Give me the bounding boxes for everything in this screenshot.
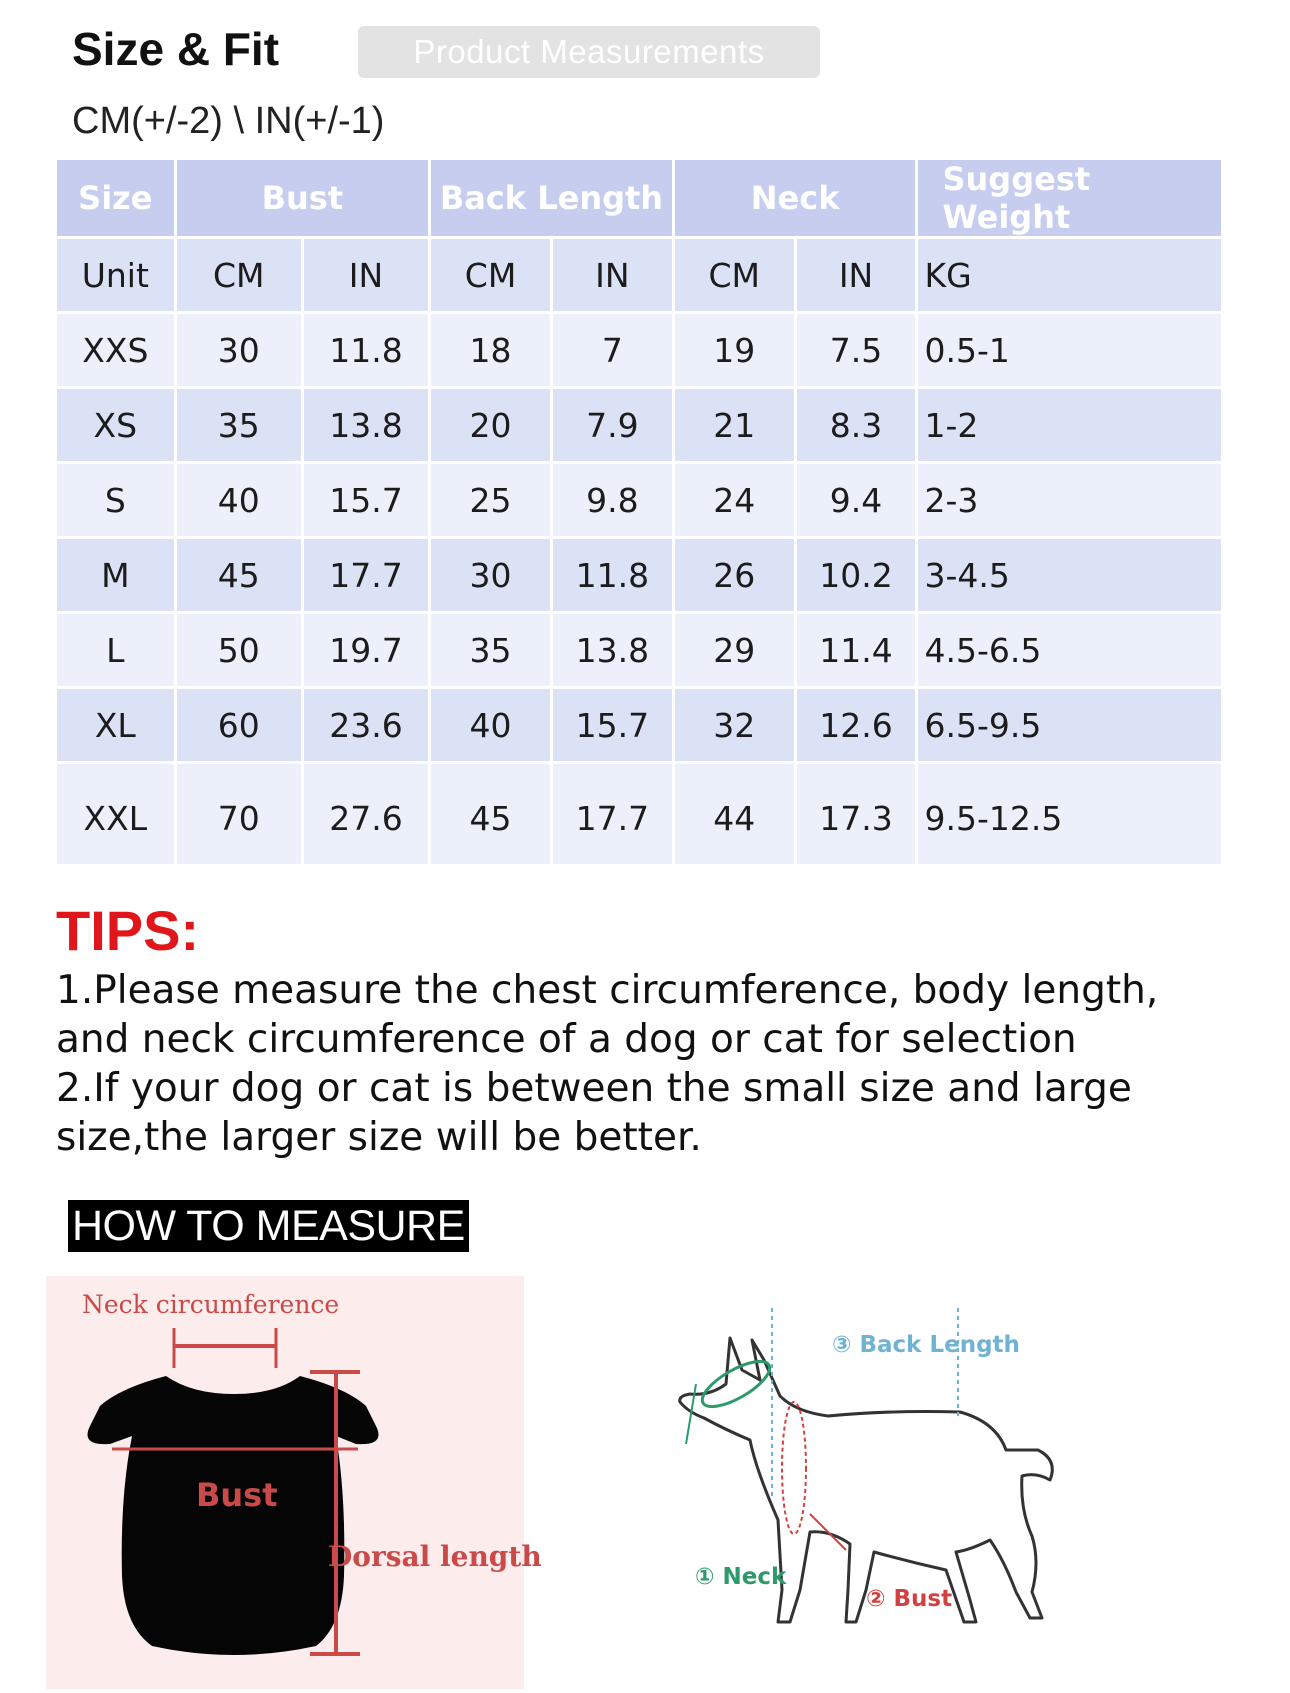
table-cell: 13.8 — [304, 389, 428, 461]
table-cell: 45 — [431, 764, 550, 864]
table-cell: 40 — [431, 689, 550, 761]
table-cell: 40 — [177, 464, 301, 536]
table-cell: 30 — [431, 539, 550, 611]
table-row — [57, 464, 1221, 536]
unit-cell: IN — [797, 239, 916, 311]
weight-cell: 0.5-1 — [918, 314, 1221, 386]
weight-cell: 3-4.5 — [918, 539, 1221, 611]
tips-title: TIPS: — [56, 899, 200, 962]
weight-cell: 2-3 — [918, 464, 1221, 536]
table-cell: 23.6 — [304, 689, 428, 761]
table-cell: 9.4 — [797, 464, 916, 536]
table-cell: 7.9 — [553, 389, 672, 461]
neck-loop — [696, 1353, 776, 1415]
weight-cell: 6.5-9.5 — [918, 689, 1221, 761]
table-cell: 12.6 — [797, 689, 916, 761]
back-length-label: ③ Back Length — [832, 1332, 1020, 1358]
table-row — [57, 764, 1221, 864]
table-row — [57, 689, 1221, 761]
size-cell: XS — [57, 389, 174, 461]
dog-neck-label: ① Neck — [695, 1564, 787, 1590]
header-bust: Bust — [177, 160, 428, 236]
table-cell: 35 — [177, 389, 301, 461]
table-cell: 19 — [675, 314, 794, 386]
table-cell: 17.7 — [304, 539, 428, 611]
table-cell: 44 — [675, 764, 794, 864]
table-cell: 19.7 — [304, 614, 428, 686]
table-cell: 11.8 — [553, 539, 672, 611]
table-cell: 11.8 — [304, 314, 428, 386]
table-cell: 8.3 — [797, 389, 916, 461]
table-cell: 50 — [177, 614, 301, 686]
unit-cell: CM — [675, 239, 794, 311]
table-cell: 24 — [675, 464, 794, 536]
table-cell: 29 — [675, 614, 794, 686]
table-cell: 17.3 — [797, 764, 916, 864]
product-measurements-badge: Product Measurements — [358, 26, 820, 78]
table-cell: 70 — [177, 764, 301, 864]
size-cell: L — [57, 614, 174, 686]
table-row — [57, 389, 1221, 461]
table-cell: 35 — [431, 614, 550, 686]
table-cell: 20 — [431, 389, 550, 461]
how-to-measure-banner: HOW TO MEASURE — [68, 1200, 469, 1252]
table-cell: 15.7 — [304, 464, 428, 536]
size-table — [54, 157, 1224, 867]
weight-cell: 1-2 — [918, 389, 1221, 461]
table-cell: 60 — [177, 689, 301, 761]
unit-cell: CM — [431, 239, 550, 311]
table-cell: 18 — [431, 314, 550, 386]
header-size: Size — [57, 160, 174, 236]
table-cell: 10.2 — [797, 539, 916, 611]
unit-cell: KG — [918, 239, 1221, 311]
page-title: Size & Fit — [72, 23, 280, 75]
size-cell: XXS — [57, 314, 174, 386]
table-cell: 26 — [675, 539, 794, 611]
neck-circumference-label: Neck circumference — [82, 1290, 340, 1319]
units-note: CM(+/-2) \ IN(+/-1) — [72, 100, 385, 142]
weight-cell: 9.5-12.5 — [918, 764, 1221, 864]
table-cell: 13.8 — [553, 614, 672, 686]
header-suggest-weight: Suggest Weight — [918, 160, 1221, 236]
size-cell: S — [57, 464, 174, 536]
table-cell: 32 — [675, 689, 794, 761]
table-row — [57, 539, 1221, 611]
dog-bust-label: ② Bust — [866, 1586, 953, 1612]
tip-2: 2.If your dog or cat is between the small size and large size,the larger size will be better. — [56, 1066, 1132, 1160]
shirt-diagram-icon — [46, 1276, 524, 1689]
table-cell: 17.7 — [553, 764, 672, 864]
header-neck: Neck — [675, 160, 916, 236]
unit-cell: IN — [304, 239, 428, 311]
size-cell: XXL — [57, 764, 174, 864]
table-cell: 7.5 — [797, 314, 916, 386]
size-cell: XL — [57, 689, 174, 761]
unit-cell: CM — [177, 239, 301, 311]
table-cell: 9.8 — [553, 464, 672, 536]
header-back-length: Back Length — [431, 160, 672, 236]
tip-1: 1.Please measure the chest circumference, body length, and neck circumference of a dog or cat for selection — [56, 968, 1159, 1062]
table-row — [57, 314, 1221, 386]
shirt-diagram-panel — [46, 1276, 524, 1689]
unit-row — [57, 239, 1221, 311]
table-cell: 45 — [177, 539, 301, 611]
unit-label: Unit — [57, 239, 174, 311]
table-cell: 11.4 — [797, 614, 916, 686]
size-cell: M — [57, 539, 174, 611]
table-header-row — [57, 160, 1221, 236]
table-cell: 30 — [177, 314, 301, 386]
table-cell: 21 — [675, 389, 794, 461]
weight-cell: 4.5-6.5 — [918, 614, 1221, 686]
unit-cell: IN — [553, 239, 672, 311]
dorsal-length-label: Dorsal length — [328, 1540, 542, 1573]
table-cell: 25 — [431, 464, 550, 536]
table-cell: 27.6 — [304, 764, 428, 864]
table-cell: 15.7 — [553, 689, 672, 761]
table-cell: 7 — [553, 314, 672, 386]
bust-label: Bust — [196, 1476, 278, 1514]
table-row — [57, 614, 1221, 686]
bust-loop — [782, 1402, 806, 1534]
